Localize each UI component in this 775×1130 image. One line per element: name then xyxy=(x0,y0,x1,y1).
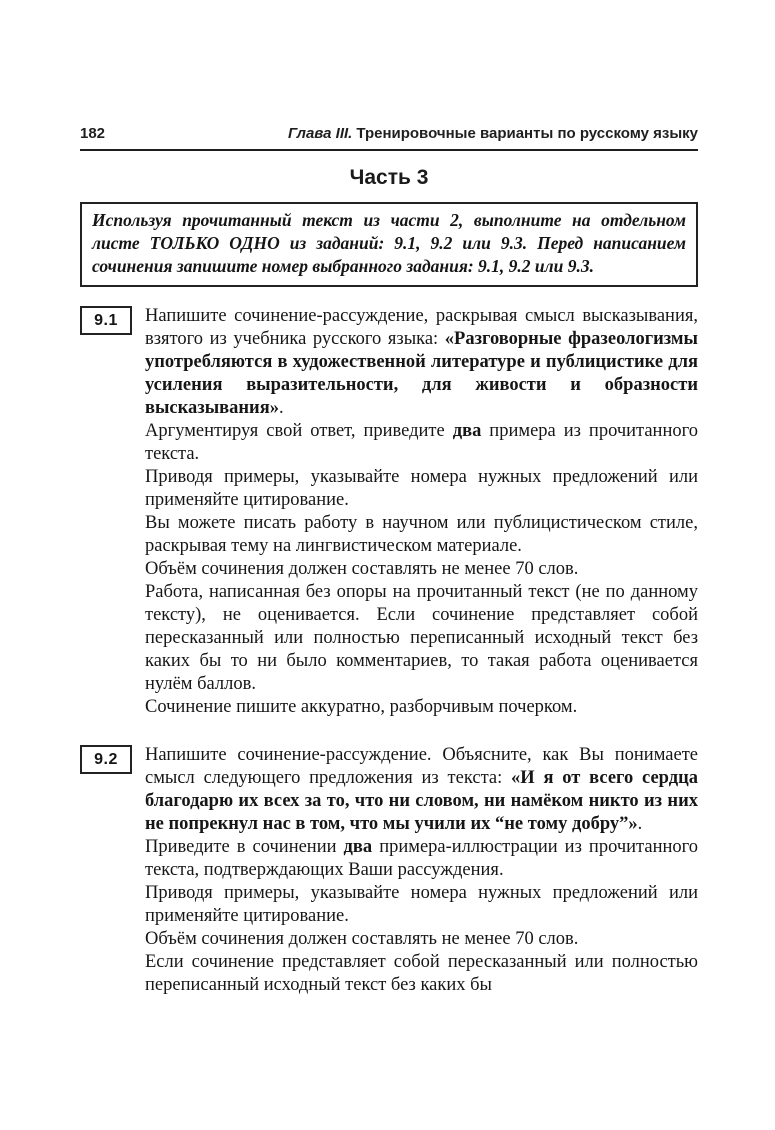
paragraph: Приводя примеры, указывайте номера нужных предложений или применяйте цитирование. xyxy=(145,467,698,510)
paragraph: Аргументируя свой ответ, приведите два примера из прочитанного текста. xyxy=(145,421,698,464)
task-body xyxy=(145,744,698,997)
paragraph: Работа, написанная без опоры на прочитанный текст (не по данному тексту), не оценивается. Если сочинение представляет собой пересказанный или полностью переписанный исходный текст без каких бы то ни было комментариев, то такая работа оценивается нулём баллов. xyxy=(145,582,698,694)
instruction-box xyxy=(80,202,698,287)
paragraph: Если сочинение представляет собой пересказанный или полностью переписанный исходный текст без каких бы xyxy=(145,952,698,995)
chapter-title xyxy=(288,125,698,142)
task-number-badge: 9.1 xyxy=(80,306,132,335)
chapter-name: Тренировочные варианты по русскому языку xyxy=(356,125,698,142)
paragraph: Приведите в сочинении два примера-иллюстрации из прочитанного текста, подтверждающих Ваши рассуждения. xyxy=(145,837,698,880)
page-header xyxy=(80,125,698,151)
paragraph: Объём сочинения должен составлять не менее 70 слов. xyxy=(145,559,579,579)
task-9-1 xyxy=(80,305,698,719)
paragraph: Напишите сочинение-рассуждение. Объясните, как Вы понимаете смысл следующего предложения из текста: «И я от всего сердца благодарю их всех за то, что ни словом, ни намёком никто из них не попрекнул нас в том, что мы учили их “не тому добру”». xyxy=(145,745,698,834)
paragraph: Вы можете писать работу в научном или публицистическом стиле, раскрывая тему на лингвистическом материале. xyxy=(145,513,698,556)
part-title: Часть 3 xyxy=(349,166,429,189)
task-9-2 xyxy=(80,744,698,997)
paragraph: Напишите сочинение-рассуждение, раскрывая смысл высказывания, взятого из учебника русского языка: «Разговорные фразеологизмы употребляются в художественной литературе и публицистике для усиления выразительности, для живости и образности высказывания». xyxy=(145,306,698,418)
paragraph: Приводя примеры, указывайте номера нужных предложений или применяйте цитирование. xyxy=(145,883,698,926)
paragraph: Объём сочинения должен составлять не менее 70 слов. xyxy=(145,929,579,949)
paragraph: Сочинение пишите аккуратно, разборчивым почерком. xyxy=(145,697,578,717)
task-number-badge: 9.2 xyxy=(80,745,132,774)
task-body xyxy=(145,305,698,719)
page-number: 182 xyxy=(80,125,106,142)
instruction-text: Используя прочитанный текст из части 2, выполните на отдельном листе ТОЛЬКО ОДНО из заданий: 9.1, 9.2 или 9.3. Перед написанием сочинения запишите номер выбранного задания: 9.1, 9.2 или 9.3. xyxy=(92,210,686,276)
chapter-label: Глава III. xyxy=(288,125,353,142)
